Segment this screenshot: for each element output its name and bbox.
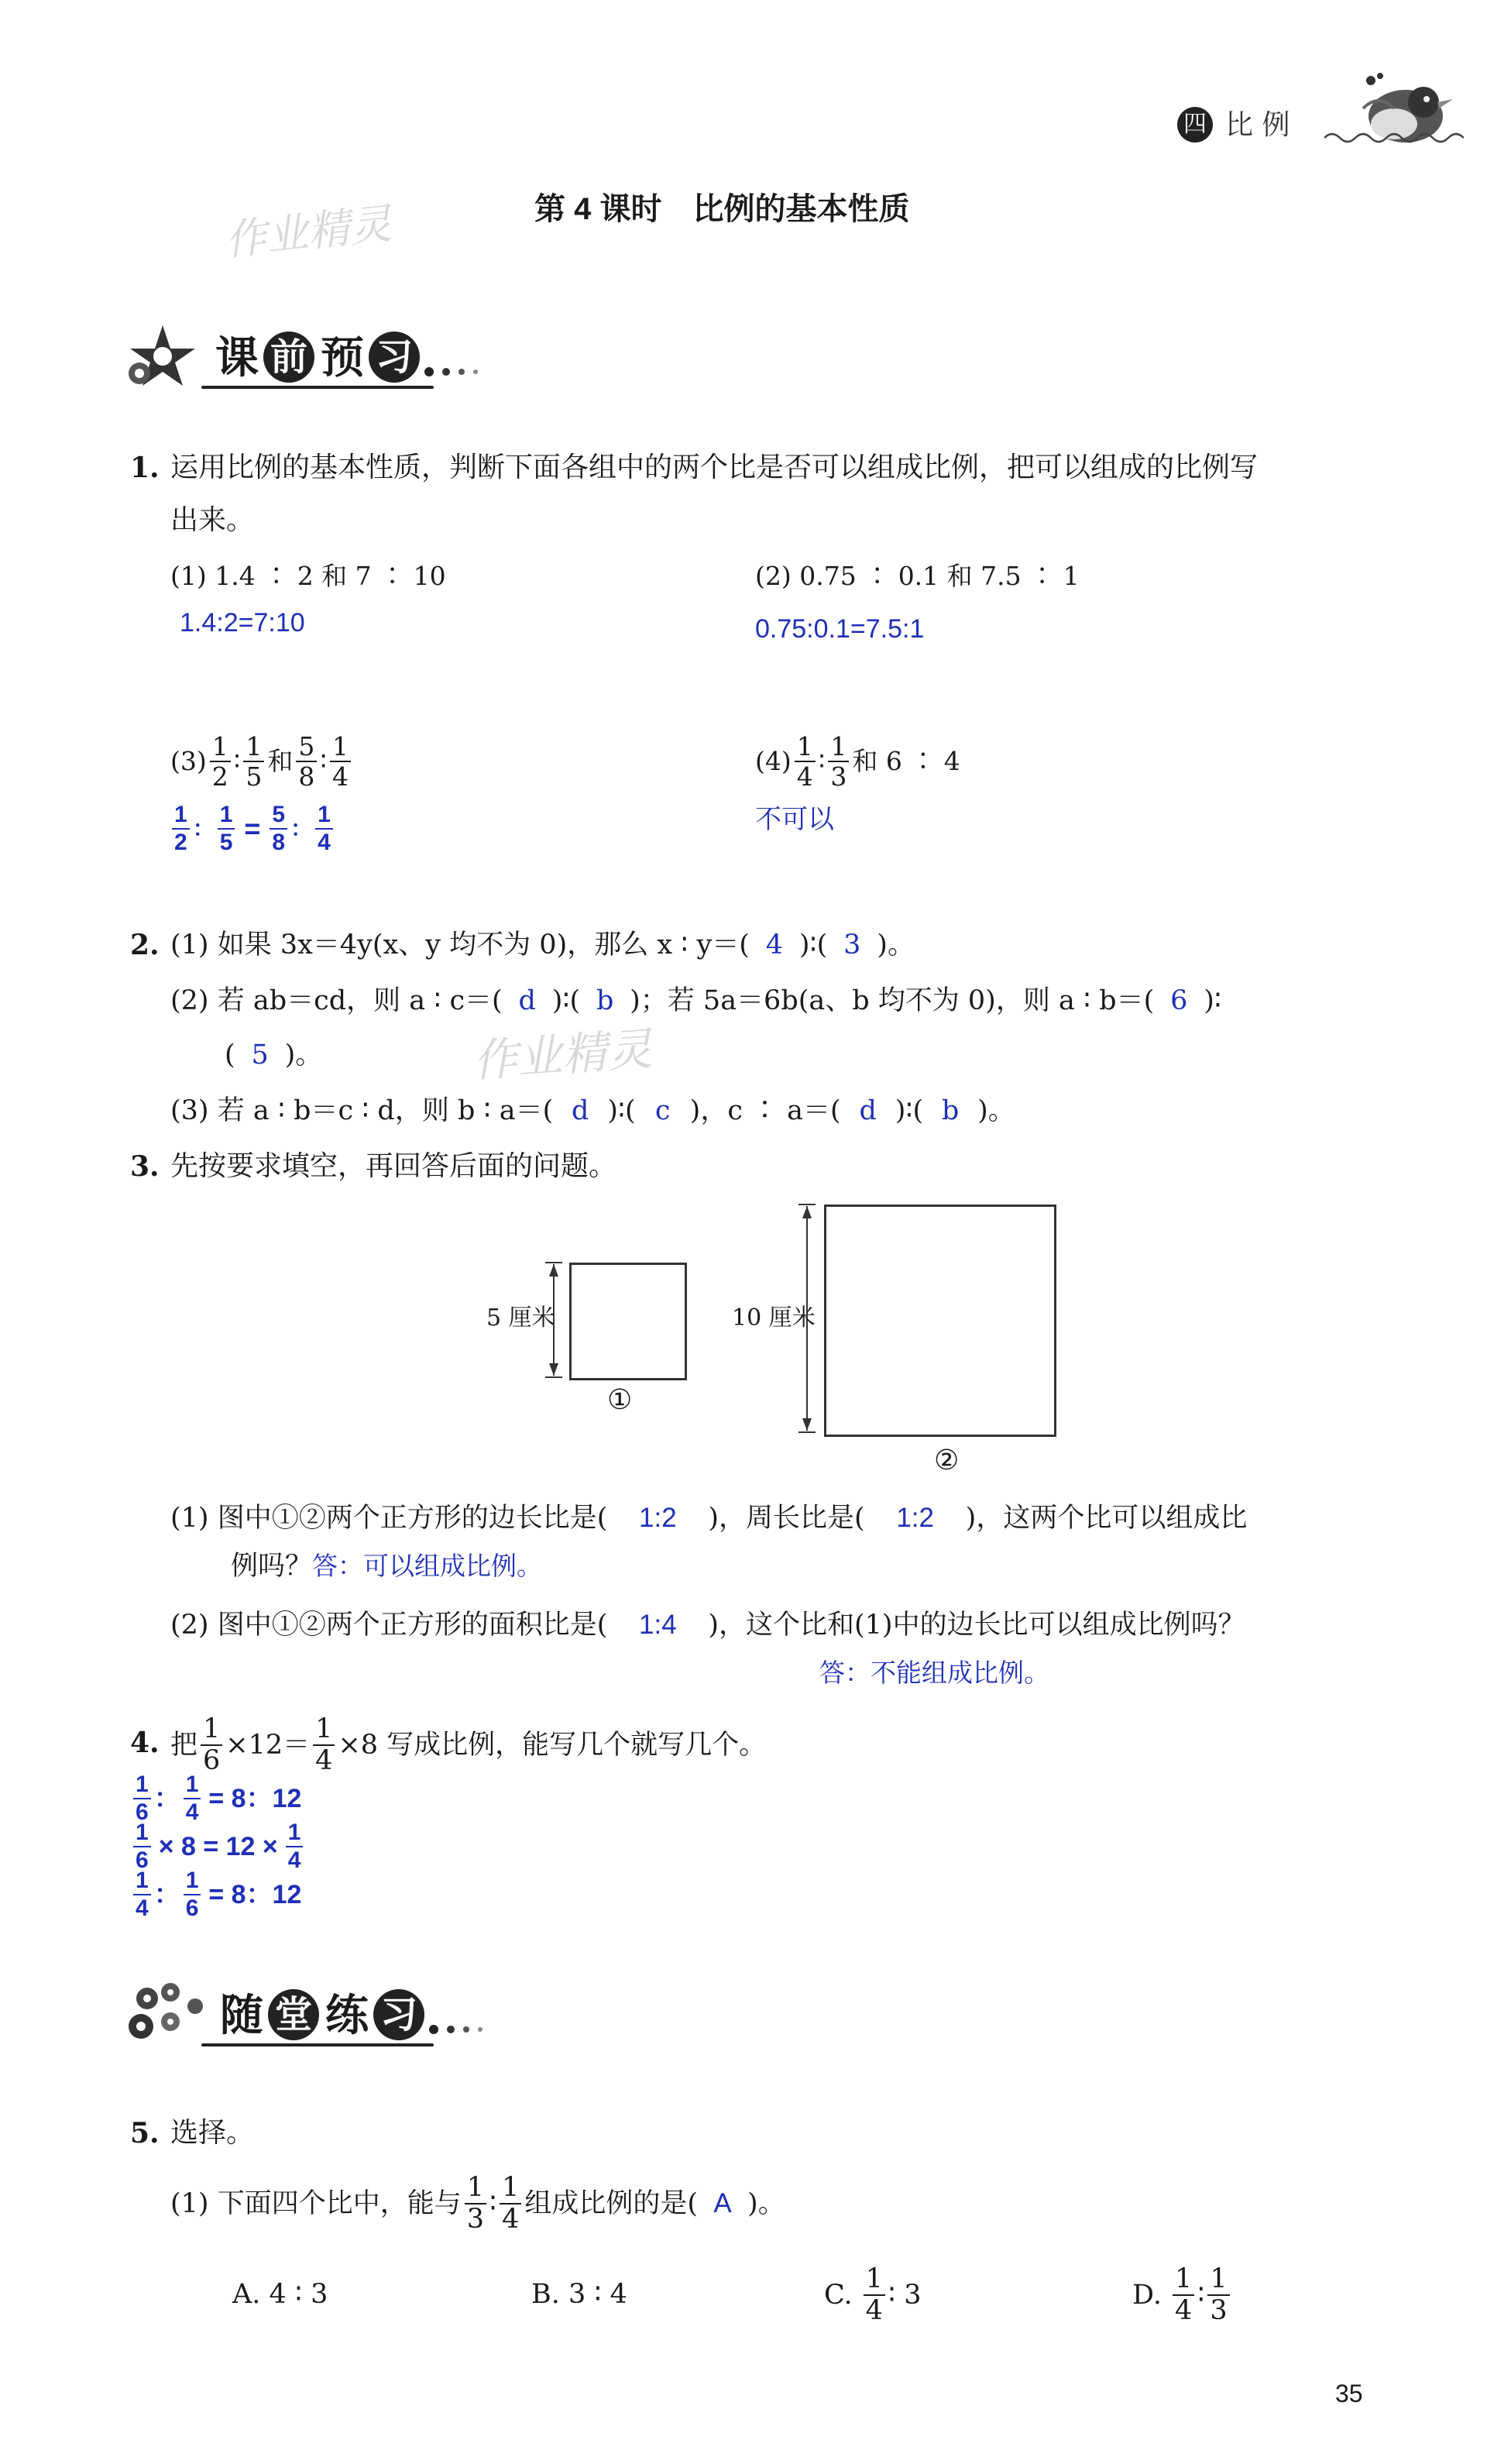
fraction: $\frac{1}{5}$ xyxy=(243,734,264,789)
bird-icon xyxy=(1340,54,1472,170)
answer-blank: 1:4 xyxy=(639,1610,677,1640)
flower-icon xyxy=(124,1975,217,2053)
answer-blank: 1:2 xyxy=(896,1503,934,1533)
fraction: $\frac{1}{4}$ xyxy=(500,2174,521,2233)
answer-blank: 6 xyxy=(1170,985,1188,1016)
watermark: 作业精灵 xyxy=(470,1022,654,1088)
section-title-char-circle: 习 xyxy=(373,1989,424,2040)
q2-part2-cont: ( 5 )。 xyxy=(225,1040,323,1070)
q1-part1: (1) 1.4 ∶ 2 和 7 ∶ 10 xyxy=(170,561,446,591)
section-title-char-circle: 前 xyxy=(263,332,314,383)
dimension-label-1: 5 厘米 xyxy=(486,1304,555,1332)
flower-icon xyxy=(124,318,209,395)
equals: = xyxy=(244,813,261,844)
q2-number: 2. xyxy=(130,929,160,961)
fraction: $\frac{1}{4}$ xyxy=(313,1716,335,1775)
fraction: $\frac{1}{3}$ xyxy=(1207,2266,1229,2325)
section-title-char: 练 xyxy=(325,1990,369,2041)
option-d: D. $\frac{1}{4}$ ∶ $\frac{1}{3}$ xyxy=(1132,2260,1233,2330)
section-title-char: 随 xyxy=(220,1990,263,2041)
q3-sub1-answer: 答：可以组成比例。 xyxy=(312,1552,543,1580)
answer-blank: 1:2 xyxy=(639,1503,677,1533)
q1-answer2: 0.75:0.1=7.5:1 xyxy=(755,614,925,644)
q3-text: 先按要求填空，再回答后面的问题。 xyxy=(170,1150,617,1182)
section-title-char: 预 xyxy=(321,332,364,383)
colon: ∶ xyxy=(818,746,826,776)
q1-part3 xyxy=(170,727,354,796)
answer-blank: A xyxy=(713,2188,732,2218)
section-underline xyxy=(201,386,434,389)
conjunction: 和 xyxy=(267,746,294,776)
watermark: 作业精灵 xyxy=(222,198,394,266)
fraction: $\frac{1}{4}$ xyxy=(864,2266,885,2325)
wave-decoration xyxy=(1324,130,1464,146)
q2-part3: (3) 若 a ∶ b＝c ∶ d，则 b ∶ a＝( d )∶( c )，c ∶ a＝( d )∶( b )。 xyxy=(170,1095,1015,1126)
q5-number: 5. xyxy=(130,2117,160,2150)
q1-part4-label: (4) xyxy=(755,746,792,776)
fraction: $\frac{1}{4}$ xyxy=(133,1869,151,1920)
fraction: $\frac{1}{6}$ xyxy=(133,1773,151,1824)
q2-part2: (2) 若 ab＝cd，则 a ∶ c＝( d )∶( b )；若 5a＝6b(a、b 均不为 0)，则 a ∶ b＝( 6 )∶ xyxy=(170,985,1222,1016)
q3-sub1: (1) 图中①②两个正方形的边长比是( 1:2 )，周长比是( 1:2 )，这两个比可以组成比 xyxy=(170,1503,1248,1534)
dots-decoration xyxy=(423,356,516,380)
fraction: $\frac{1}{4}$ xyxy=(330,734,351,789)
q1-part4 xyxy=(755,727,960,796)
colon: ∶ xyxy=(320,746,327,776)
square-1 xyxy=(569,1263,687,1380)
section-title-char: 课 xyxy=(215,332,259,383)
q3-sub1-line2: 例吗？答：可以组成比例。 xyxy=(231,1551,543,1582)
answer-blank: b xyxy=(596,985,614,1016)
q1-number: 1. xyxy=(130,452,160,484)
page-header xyxy=(1154,93,1464,178)
answer-blank: b xyxy=(941,1095,960,1126)
fraction: $\frac{1}{5}$ xyxy=(218,803,235,854)
page-number: 35 xyxy=(1335,2380,1363,2407)
fraction: $\frac{1}{4}$ xyxy=(315,803,333,854)
section-title-preview xyxy=(124,318,527,395)
q5-text: 选择。 xyxy=(170,2117,255,2149)
fraction: $\frac{1}{4}$ xyxy=(184,1773,201,1824)
fraction: $\frac{1}{4}$ xyxy=(1173,2266,1194,2325)
fraction: $\frac{1}{3}$ xyxy=(828,734,849,789)
colon: ： xyxy=(192,816,215,840)
figure-number-2: ② xyxy=(934,1445,960,1476)
dimension-label-2: 10 厘米 xyxy=(732,1304,816,1332)
q1-part3-label: (3) xyxy=(170,746,207,776)
section-title-char-circle: 习 xyxy=(369,332,420,383)
section-title-char-circle: 堂 xyxy=(268,1989,319,2040)
fraction: $\frac{1}{2}$ xyxy=(172,803,190,854)
fraction: $\frac{1}{4}$ xyxy=(795,734,816,789)
q4-answer3: $\frac{1}{4}$ ： $\frac{1}{6}$ = 8：12 xyxy=(130,1870,301,1919)
q3-sub2: (2) 图中①②两个正方形的面积比是( 1:4 )，这个比和(1)中的边长比可以组成比例吗？ xyxy=(170,1610,1245,1641)
dots-decoration xyxy=(428,2014,520,2037)
fraction: $\frac{1}{3}$ xyxy=(465,2174,486,2233)
fraction: $\frac{1}{6}$ xyxy=(201,1716,222,1775)
option-a: A. 4 ∶ 3 xyxy=(232,2279,328,2310)
answer-blank: 4 xyxy=(765,930,784,961)
lesson-title: 第 4 课时 比例的基本性质 xyxy=(534,192,910,226)
q2-part1: (1) 如果 3x＝4y(x、y 均不为 0)，那么 x ∶ y＝( 4 )∶( 3 )。 xyxy=(170,930,915,961)
answer-blank: d xyxy=(518,985,536,1016)
q4-text: 把 $\frac{1}{6}$ ×12＝ $\frac{1}{4}$ ×8 写成比例，能写几个就写几个。 xyxy=(170,1713,767,1776)
fraction: $\frac{1}{6}$ xyxy=(133,1821,151,1872)
q1-part4-tail: 和 6 ∶ 4 xyxy=(852,746,960,776)
q1-answer4: 不可以 xyxy=(755,805,834,834)
answer-blank: d xyxy=(572,1095,589,1126)
q1-answer3 xyxy=(169,798,336,860)
figure-number-1: ① xyxy=(607,1384,633,1416)
q4-answer2: $\frac{1}{6}$ × 8 = 12 × $\frac{1}{4}$ xyxy=(130,1822,306,1871)
q1-text-line1: 运用比例的基本性质，判断下面各组中的两个比是否可以组成比例，把可以组成的比例写 xyxy=(170,452,1259,483)
option-b: B. 3 ∶ 4 xyxy=(531,2279,627,2310)
fraction: $\frac{1}{6}$ xyxy=(184,1869,201,1920)
q1-text-line2: 出来。 xyxy=(170,504,255,536)
fraction: $\frac{1}{2}$ xyxy=(210,734,231,789)
fraction: $\frac{5}{8}$ xyxy=(296,734,317,789)
fraction: $\frac{1}{4}$ xyxy=(286,1821,304,1872)
colon: ∶ xyxy=(233,746,241,776)
section-title-practice xyxy=(124,1975,527,2053)
q3-sub2-answer: 答：不能组成比例。 xyxy=(819,1658,1049,1687)
option-c: C. $\frac{1}{4}$ ∶ 3 xyxy=(824,2263,922,2326)
q4-answer1: $\frac{1}{6}$ ： $\frac{1}{4}$ = 8：12 xyxy=(130,1774,301,1823)
q1-answer1: 1.4:2=7:10 xyxy=(180,608,305,637)
q4-number: 4. xyxy=(130,1727,160,1759)
chapter-badge: 四 xyxy=(1177,107,1213,143)
section-underline xyxy=(201,2043,434,2046)
q1-part2: (2) 0.75 ∶ 0.1 和 7.5 ∶ 1 xyxy=(755,561,1080,591)
answer-blank: c xyxy=(654,1095,671,1126)
answer-blank: 5 xyxy=(251,1040,269,1070)
answer-blank: d xyxy=(859,1095,877,1126)
q5-part1: (1) 下面四个比中，能与 $\frac{1}{3}$ ∶ $\frac{1}{4}$ 组成比例的是( A )。 xyxy=(170,2172,785,2235)
q3-number: 3. xyxy=(130,1150,160,1183)
chapter-title: 比 例 xyxy=(1225,109,1290,141)
answer-blank: 3 xyxy=(843,930,861,961)
colon: ： xyxy=(290,816,313,840)
square-2 xyxy=(824,1205,1056,1437)
fraction: $\frac{5}{8}$ xyxy=(270,803,287,854)
